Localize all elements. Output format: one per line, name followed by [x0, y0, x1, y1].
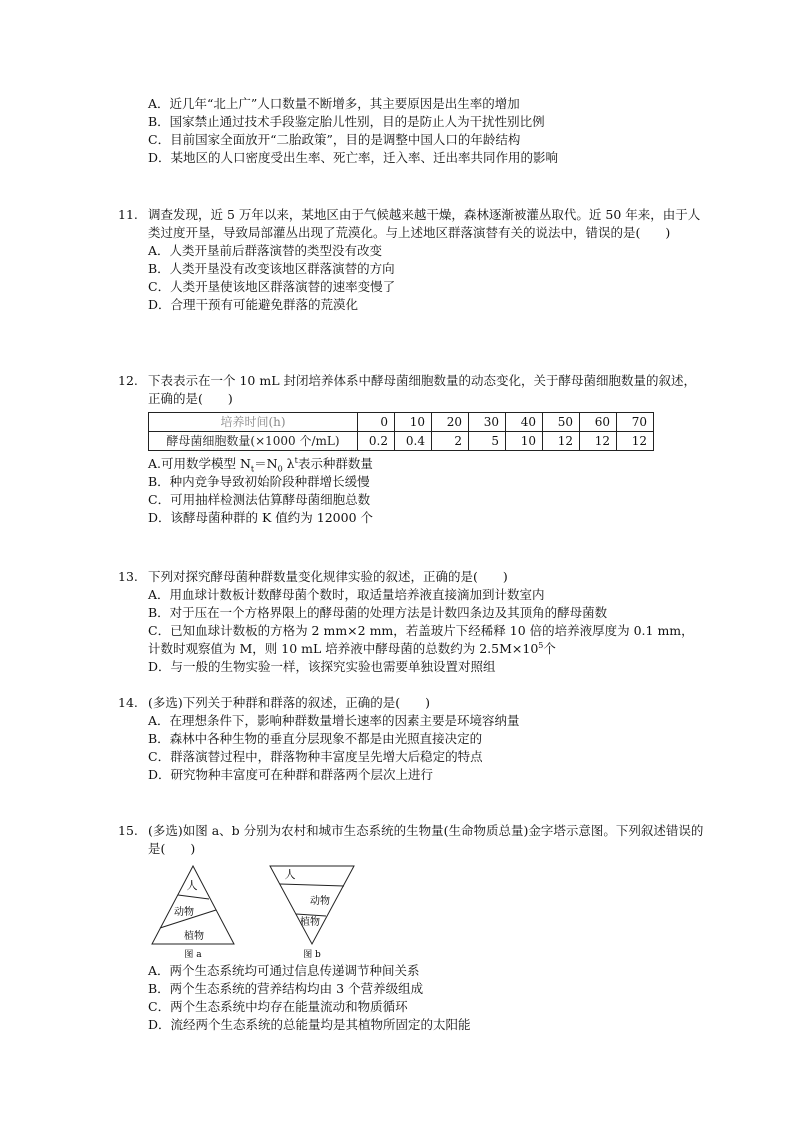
question-12-options	[118, 455, 708, 527]
option-b: B．种内竞争导致初始阶段种群增长缓慢	[148, 474, 370, 489]
table-cell: 10	[395, 413, 432, 432]
superscript: 5	[538, 640, 544, 650]
option-c-text: 个	[543, 641, 556, 656]
option-b: B．国家禁止通过技术手段鉴定胎儿性别，目的是防止人为干扰性别比例	[148, 114, 545, 129]
option-c: C．群落演替过程中，群落物种丰富度呈先增大后稳定的特点	[148, 749, 483, 764]
option-a: A．用血球计数板计数酵母菌个数时，取适量培养液直接滴加到计数室内	[148, 587, 545, 602]
question-11-stem	[118, 206, 708, 242]
option-b: B．两个生态系统的营养结构均由 3 个营养级组成	[148, 981, 424, 996]
question-text: (多选)如图 a、b 分别为农村和城市生态系统的生物量(生命物质总量)金字塔示意图。下列叙述错误的是( )	[148, 823, 704, 856]
table-cell: 70	[617, 413, 654, 432]
table-cell: 60	[580, 413, 617, 432]
option-b: B．森林中各种生物的垂直分层现象不都是由光照直接决定的	[148, 731, 483, 746]
option-b: B．人类开垦没有改变该地区群落演替的方向	[148, 261, 395, 276]
option-c: C．可用抽样检测法估算酵母菌细胞总数	[148, 492, 371, 507]
option-c: C．目前国家全面放开“二胎政策”，目的是调整中国人口的年龄结构	[148, 132, 521, 147]
question-15-options	[118, 962, 708, 1034]
pyramid-b-label-middle: 动物	[310, 896, 330, 907]
question-number: 13.	[118, 569, 138, 584]
pyramid-a-label-bottom: 植物	[184, 931, 204, 942]
subscript: 0	[277, 464, 283, 474]
option-d: D．与一般的生物实验一样，该探究实验也需要单独设置对照组	[148, 659, 496, 674]
table-cell: 12	[543, 432, 580, 451]
pyramid-b-label-bottom: 植物	[300, 917, 320, 928]
table-row	[149, 432, 654, 451]
question-12	[118, 372, 708, 527]
superscript: t	[294, 455, 298, 465]
question-text: (多选)下列关于种群和群落的叙述，正确的是( )	[148, 695, 431, 710]
question-text: 调查发现，近 5 万年以来，某地区由于气候越来越干燥，森林逐渐被灌丛取代。近 50 年来，由于人类过度开垦，导致局部灌丛出现了荒漠化。与上述地区群落演替有关的说法中，错误的是( )	[148, 207, 701, 240]
option-c-continued	[148, 640, 708, 658]
question-12-stem	[118, 372, 708, 408]
table-cell: 0.4	[395, 432, 432, 451]
question-13-stem	[118, 568, 708, 586]
option-b: B．对于压在一个方格界限上的酵母菌的处理方法是计数四条边及其顶角的酵母菌数	[148, 605, 608, 620]
option-a: A．在理想条件下，影响种群数量增长速率的因素主要是环境容纳量	[148, 713, 520, 728]
question-11	[118, 206, 708, 314]
question-text: 下表表示在一个 10 mL 封闭培养体系中酵母菌细胞数量的动态变化，关于酵母菌细胞数量的叙述，正确的是( )	[148, 373, 696, 406]
yeast-count-table	[148, 412, 654, 451]
question-13	[118, 568, 708, 676]
question-number: 12.	[118, 373, 138, 388]
option-c-text: 计数时观察值为 M，则 10 mL 培养液中酵母菌的总数约为 2.5M×10	[148, 641, 539, 656]
figure-b-caption: 图 b	[303, 950, 321, 960]
option-a	[148, 455, 708, 473]
biomass-pyramid-figures	[148, 862, 708, 960]
option-c: C．已知血球计数板的方格为 2 mm×2 mm，若盖玻片下经稀释 10 倍的培养液厚度为 0.1 mm，	[148, 623, 694, 638]
question-10-options	[118, 95, 708, 167]
question-number: 14.	[118, 695, 138, 710]
table-cell: 12	[580, 432, 617, 451]
question-number: 11.	[118, 207, 138, 222]
question-14-options	[118, 712, 708, 784]
option-d: D．某地区的人口密度受出生率、死亡率，迁入率、迁出率共同作用的影响	[148, 150, 559, 165]
option-a: A．人类开垦前后群落演替的类型没有改变	[148, 243, 383, 258]
option-a-text: 表示种群数量	[297, 456, 373, 471]
question-14	[118, 694, 708, 784]
table-cell: 10	[506, 432, 543, 451]
option-d: D．合理干预有可能避免群落的荒漠化	[148, 297, 359, 312]
table-row-header: 培养时间(h)	[149, 413, 358, 432]
pyramid-diagram	[148, 862, 378, 960]
pyramid-b-divider	[296, 914, 326, 916]
figure-a-caption: 图 a	[184, 950, 202, 960]
table-cell: 20	[432, 413, 469, 432]
option-c: C．两个生态系统中均存在能量流动和物质循环	[148, 999, 408, 1014]
option-a-text: λ	[282, 456, 295, 471]
table-row	[149, 413, 654, 432]
pyramid-b	[270, 866, 354, 960]
table-cell: 0.2	[358, 432, 395, 451]
question-15	[118, 822, 708, 1034]
question-14-stem	[118, 694, 708, 712]
pyramid-a-label-middle: 动物	[174, 907, 194, 918]
table-cell: 50	[543, 413, 580, 432]
option-d: D．流经两个生态系统的总能量均是其植物所固定的太阳能	[148, 1017, 471, 1032]
option-a-text: ＝N	[254, 456, 278, 471]
table-cell: 0	[358, 413, 395, 432]
table-cell: 30	[469, 413, 506, 432]
subscript: t	[250, 464, 255, 474]
option-d: D．该酵母菌种群的 K 值约为 12000 个	[148, 510, 374, 525]
pyramid-b-divider	[280, 884, 344, 886]
table-cell: 2	[432, 432, 469, 451]
question-text: 下列对探究酵母菌种群数量变化规律实验的叙述，正确的是( )	[148, 569, 508, 584]
question-10	[118, 95, 708, 167]
option-d: D．研究物种丰富度可在种群和群落两个层次上进行	[148, 767, 434, 782]
option-a-text: A.可用数学模型 N	[148, 456, 251, 471]
question-11-options	[118, 242, 708, 314]
pyramid-b-label-top: 人	[284, 868, 296, 881]
table-cell: 12	[617, 432, 654, 451]
table-row-header: 酵母菌细胞数量(×1000 个/mL)	[149, 432, 358, 451]
option-a: A．两个生态系统均可通过信息传递调节种间关系	[148, 963, 420, 978]
table-cell: 5	[469, 432, 506, 451]
pyramid-a-divider	[178, 895, 209, 899]
question-15-stem	[118, 822, 708, 858]
table-cell: 40	[506, 413, 543, 432]
pyramid-a	[152, 866, 234, 960]
pyramid-a-label-top: 人	[186, 879, 198, 892]
question-13-options	[118, 586, 708, 676]
option-c: C．人类开垦使该地区群落演替的速率变慢了	[148, 279, 396, 294]
question-number: 15.	[118, 823, 138, 838]
option-a: A．近几年“北上广”人口数量不断增多，其主要原因是出生率的增加	[148, 96, 520, 111]
